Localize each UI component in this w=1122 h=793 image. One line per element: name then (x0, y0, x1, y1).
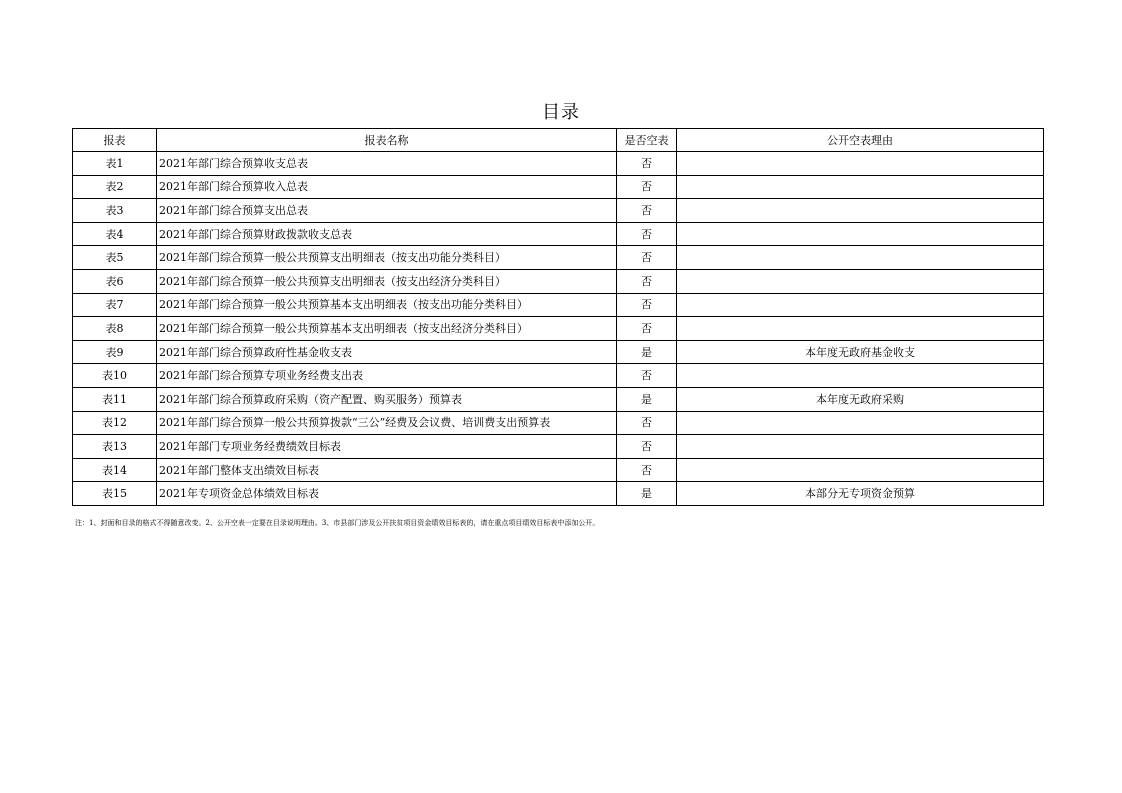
table-row (73, 317, 1044, 341)
row-is-empty: 否 (617, 317, 677, 341)
row-code: 表11 (73, 387, 157, 411)
row-code: 表15 (73, 482, 157, 506)
header-reason: 公开空表理由 (677, 129, 1044, 152)
row-code: 表6 (73, 269, 157, 293)
row-name: 2021年部门综合预算一般公共预算支出明细表（按支出功能分类科目） (157, 246, 617, 270)
row-code: 表8 (73, 317, 157, 341)
table-row (73, 340, 1044, 364)
row-code: 表12 (73, 411, 157, 435)
row-code: 表3 (73, 199, 157, 223)
table-row (73, 222, 1044, 246)
row-name: 2021年部门专项业务经费绩效目标表 (157, 435, 617, 459)
row-name: 2021年专项资金总体绩效目标表 (157, 482, 617, 506)
row-is-empty: 否 (617, 152, 677, 176)
row-is-empty: 否 (617, 199, 677, 223)
table-row (73, 482, 1044, 506)
row-reason (677, 458, 1044, 482)
row-code: 表7 (73, 293, 157, 317)
row-is-empty: 是 (617, 340, 677, 364)
row-name: 2021年部门综合预算一般公共预算支出明细表（按支出经济分类科目） (157, 269, 617, 293)
row-is-empty: 否 (617, 293, 677, 317)
row-name: 2021年部门综合预算政府采购（资产配置、购买服务）预算表 (157, 387, 617, 411)
row-reason (677, 317, 1044, 341)
header-name: 报表名称 (157, 129, 617, 152)
table-row (73, 199, 1044, 223)
row-reason: 本年度无政府采购 (677, 387, 1044, 411)
row-reason: 本年度无政府基金收支 (677, 340, 1044, 364)
row-reason (677, 152, 1044, 176)
row-is-empty: 否 (617, 411, 677, 435)
table-row (73, 293, 1044, 317)
catalog-table (72, 128, 1044, 506)
row-reason (677, 175, 1044, 199)
row-reason (677, 411, 1044, 435)
row-is-empty: 否 (617, 246, 677, 270)
row-reason (677, 246, 1044, 270)
row-code: 表10 (73, 364, 157, 388)
row-code: 表1 (73, 152, 157, 176)
table-row (73, 364, 1044, 388)
row-code: 表9 (73, 340, 157, 364)
row-name: 2021年部门综合预算收入总表 (157, 175, 617, 199)
row-is-empty: 否 (617, 269, 677, 293)
row-name: 2021年部门综合预算财政拨款收支总表 (157, 222, 617, 246)
row-is-empty: 否 (617, 458, 677, 482)
table-row (73, 269, 1044, 293)
row-is-empty: 否 (617, 222, 677, 246)
header-code: 报表 (73, 129, 157, 152)
table-row (73, 411, 1044, 435)
row-reason (677, 199, 1044, 223)
row-name: 2021年部门综合预算一般公共预算基本支出明细表（按支出功能分类科目） (157, 293, 617, 317)
row-is-empty: 否 (617, 435, 677, 459)
row-name: 2021年部门综合预算收支总表 (157, 152, 617, 176)
row-is-empty: 是 (617, 387, 677, 411)
table-row (73, 458, 1044, 482)
row-name: 2021年部门综合预算专项业务经费支出表 (157, 364, 617, 388)
row-reason (677, 269, 1044, 293)
row-name: 2021年部门综合预算政府性基金收支表 (157, 340, 617, 364)
row-code: 表4 (73, 222, 157, 246)
row-reason (677, 435, 1044, 459)
row-name: 2021年部门综合预算支出总表 (157, 199, 617, 223)
header-is-empty: 是否空表 (617, 129, 677, 152)
footnote: 注：1、封面和目录的格式不得随意改变。2、公开空表一定要在目录说明理由。3、市县部门涉及公开扶贫项目资金绩效目标表的，请在重点项目绩效目标表中添加公开。 (75, 519, 600, 527)
table-row (73, 387, 1044, 411)
page-title: 目录 (542, 102, 580, 123)
row-code: 表2 (73, 175, 157, 199)
table-row (73, 435, 1044, 459)
row-reason: 本部分无专项资金预算 (677, 482, 1044, 506)
row-code: 表5 (73, 246, 157, 270)
row-name: 2021年部门综合预算一般公共预算拨款“三公”经费及会议费、培训费支出预算表 (157, 411, 617, 435)
table-row (73, 175, 1044, 199)
row-name: 2021年部门整体支出绩效目标表 (157, 458, 617, 482)
row-name: 2021年部门综合预算一般公共预算基本支出明细表（按支出经济分类科目） (157, 317, 617, 341)
row-code: 表13 (73, 435, 157, 459)
row-reason (677, 364, 1044, 388)
row-reason (677, 293, 1044, 317)
table-row (73, 246, 1044, 270)
row-reason (677, 222, 1044, 246)
row-code: 表14 (73, 458, 157, 482)
table-row (73, 152, 1044, 176)
row-is-empty: 是 (617, 482, 677, 506)
table-header-row (73, 129, 1044, 152)
row-is-empty: 否 (617, 175, 677, 199)
row-is-empty: 否 (617, 364, 677, 388)
